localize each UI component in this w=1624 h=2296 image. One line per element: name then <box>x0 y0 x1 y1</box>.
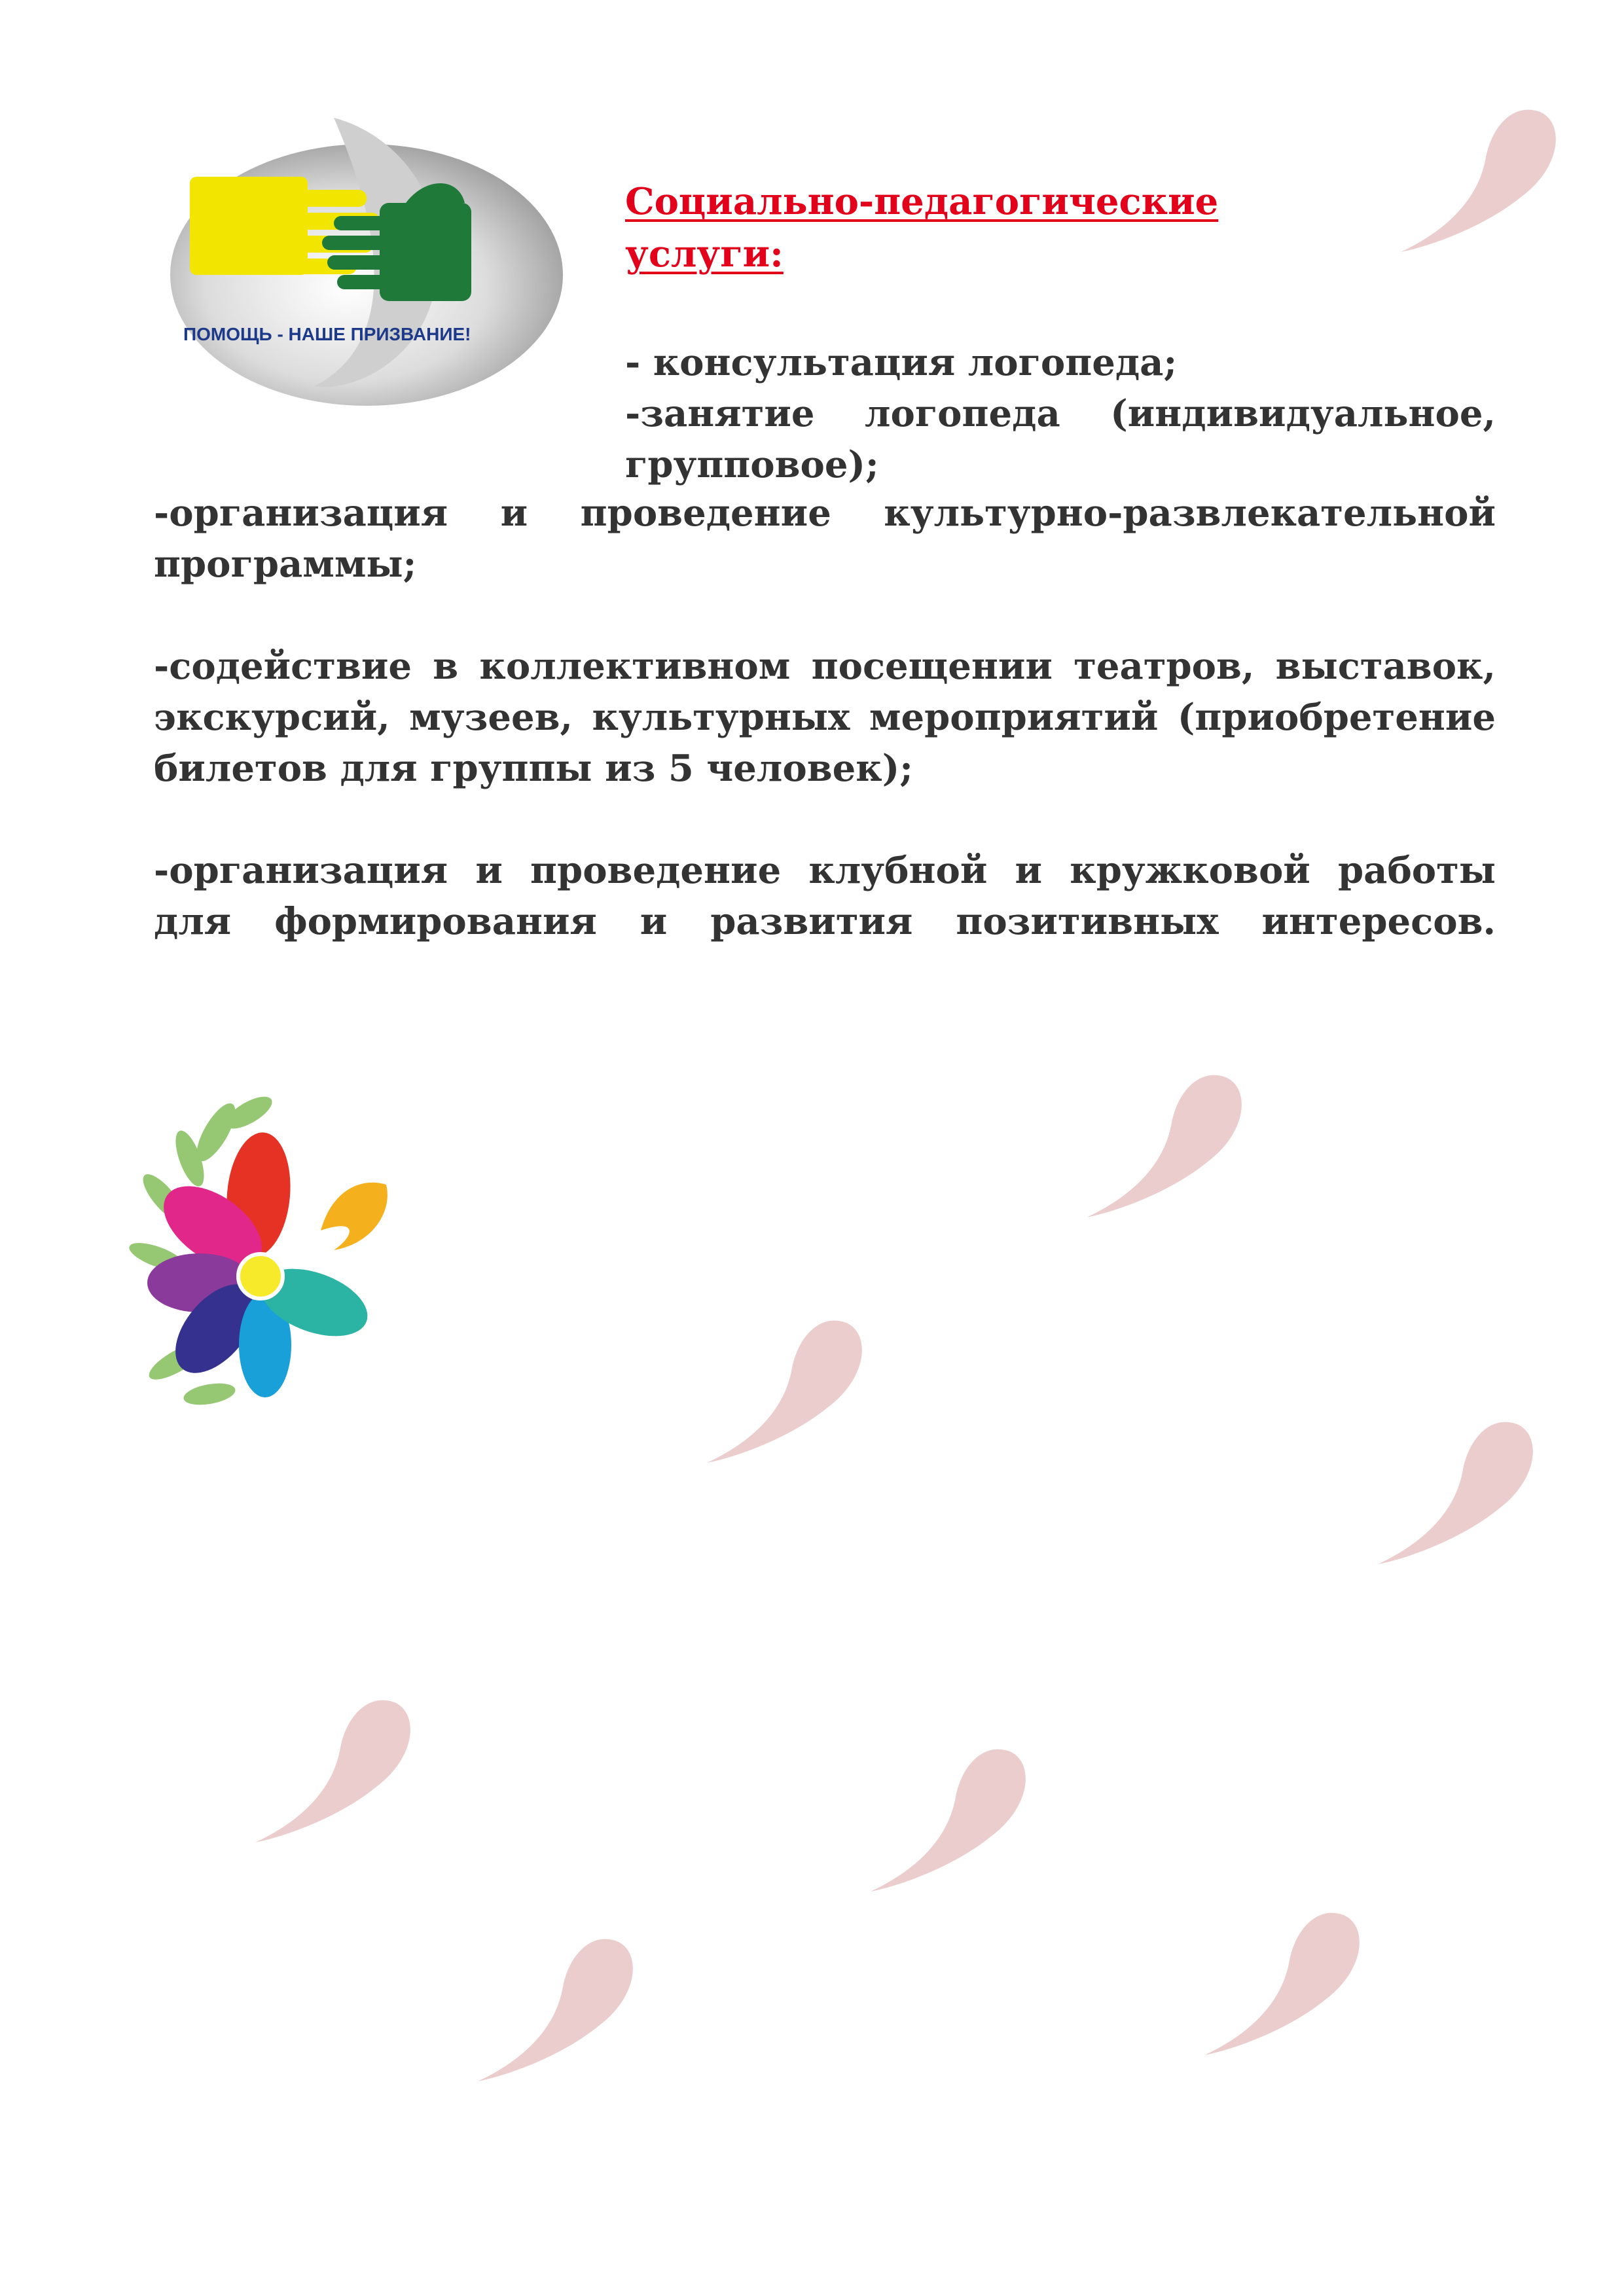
petal-decoration <box>1191 1908 1368 2065</box>
service-item: -организация и проведение клубной и кружковой работы для формирования и развития позитивных интересов. <box>154 849 1496 943</box>
service-item: -организация и проведение культурно-развлекательной программы; <box>154 492 1496 586</box>
petal-decoration <box>1365 1417 1542 1574</box>
service-item: -занятие логопеда (индивидуальное, групповое); <box>625 392 1496 486</box>
services-list <box>154 488 1496 998</box>
logo-caption: ПОМОЩЬ - НАШЕ ПРИЗВАНИЕ! <box>183 324 471 344</box>
page-title-line-2: услуги: <box>625 232 784 276</box>
petal-decoration <box>1388 105 1564 262</box>
petal-decoration <box>465 1934 641 2091</box>
services-list-top <box>625 337 1496 490</box>
page-title-line-1: Социально-педагогические <box>625 180 1219 223</box>
service-item: - консультация логопеда; <box>625 341 1178 384</box>
petal-decoration <box>242 1695 419 1852</box>
service-item: -содействие в коллективном посещении театров, выставок, экскурсий, музеев, культурных мероприятий (приобретение билетов для группы из 5 человек); <box>154 645 1496 790</box>
petal-decoration <box>1074 1070 1250 1227</box>
flower-logo <box>118 1086 406 1427</box>
organization-logo <box>151 105 569 419</box>
page-title <box>625 175 1280 280</box>
petal-decoration <box>857 1744 1034 1901</box>
petal-decoration <box>694 1316 871 1473</box>
